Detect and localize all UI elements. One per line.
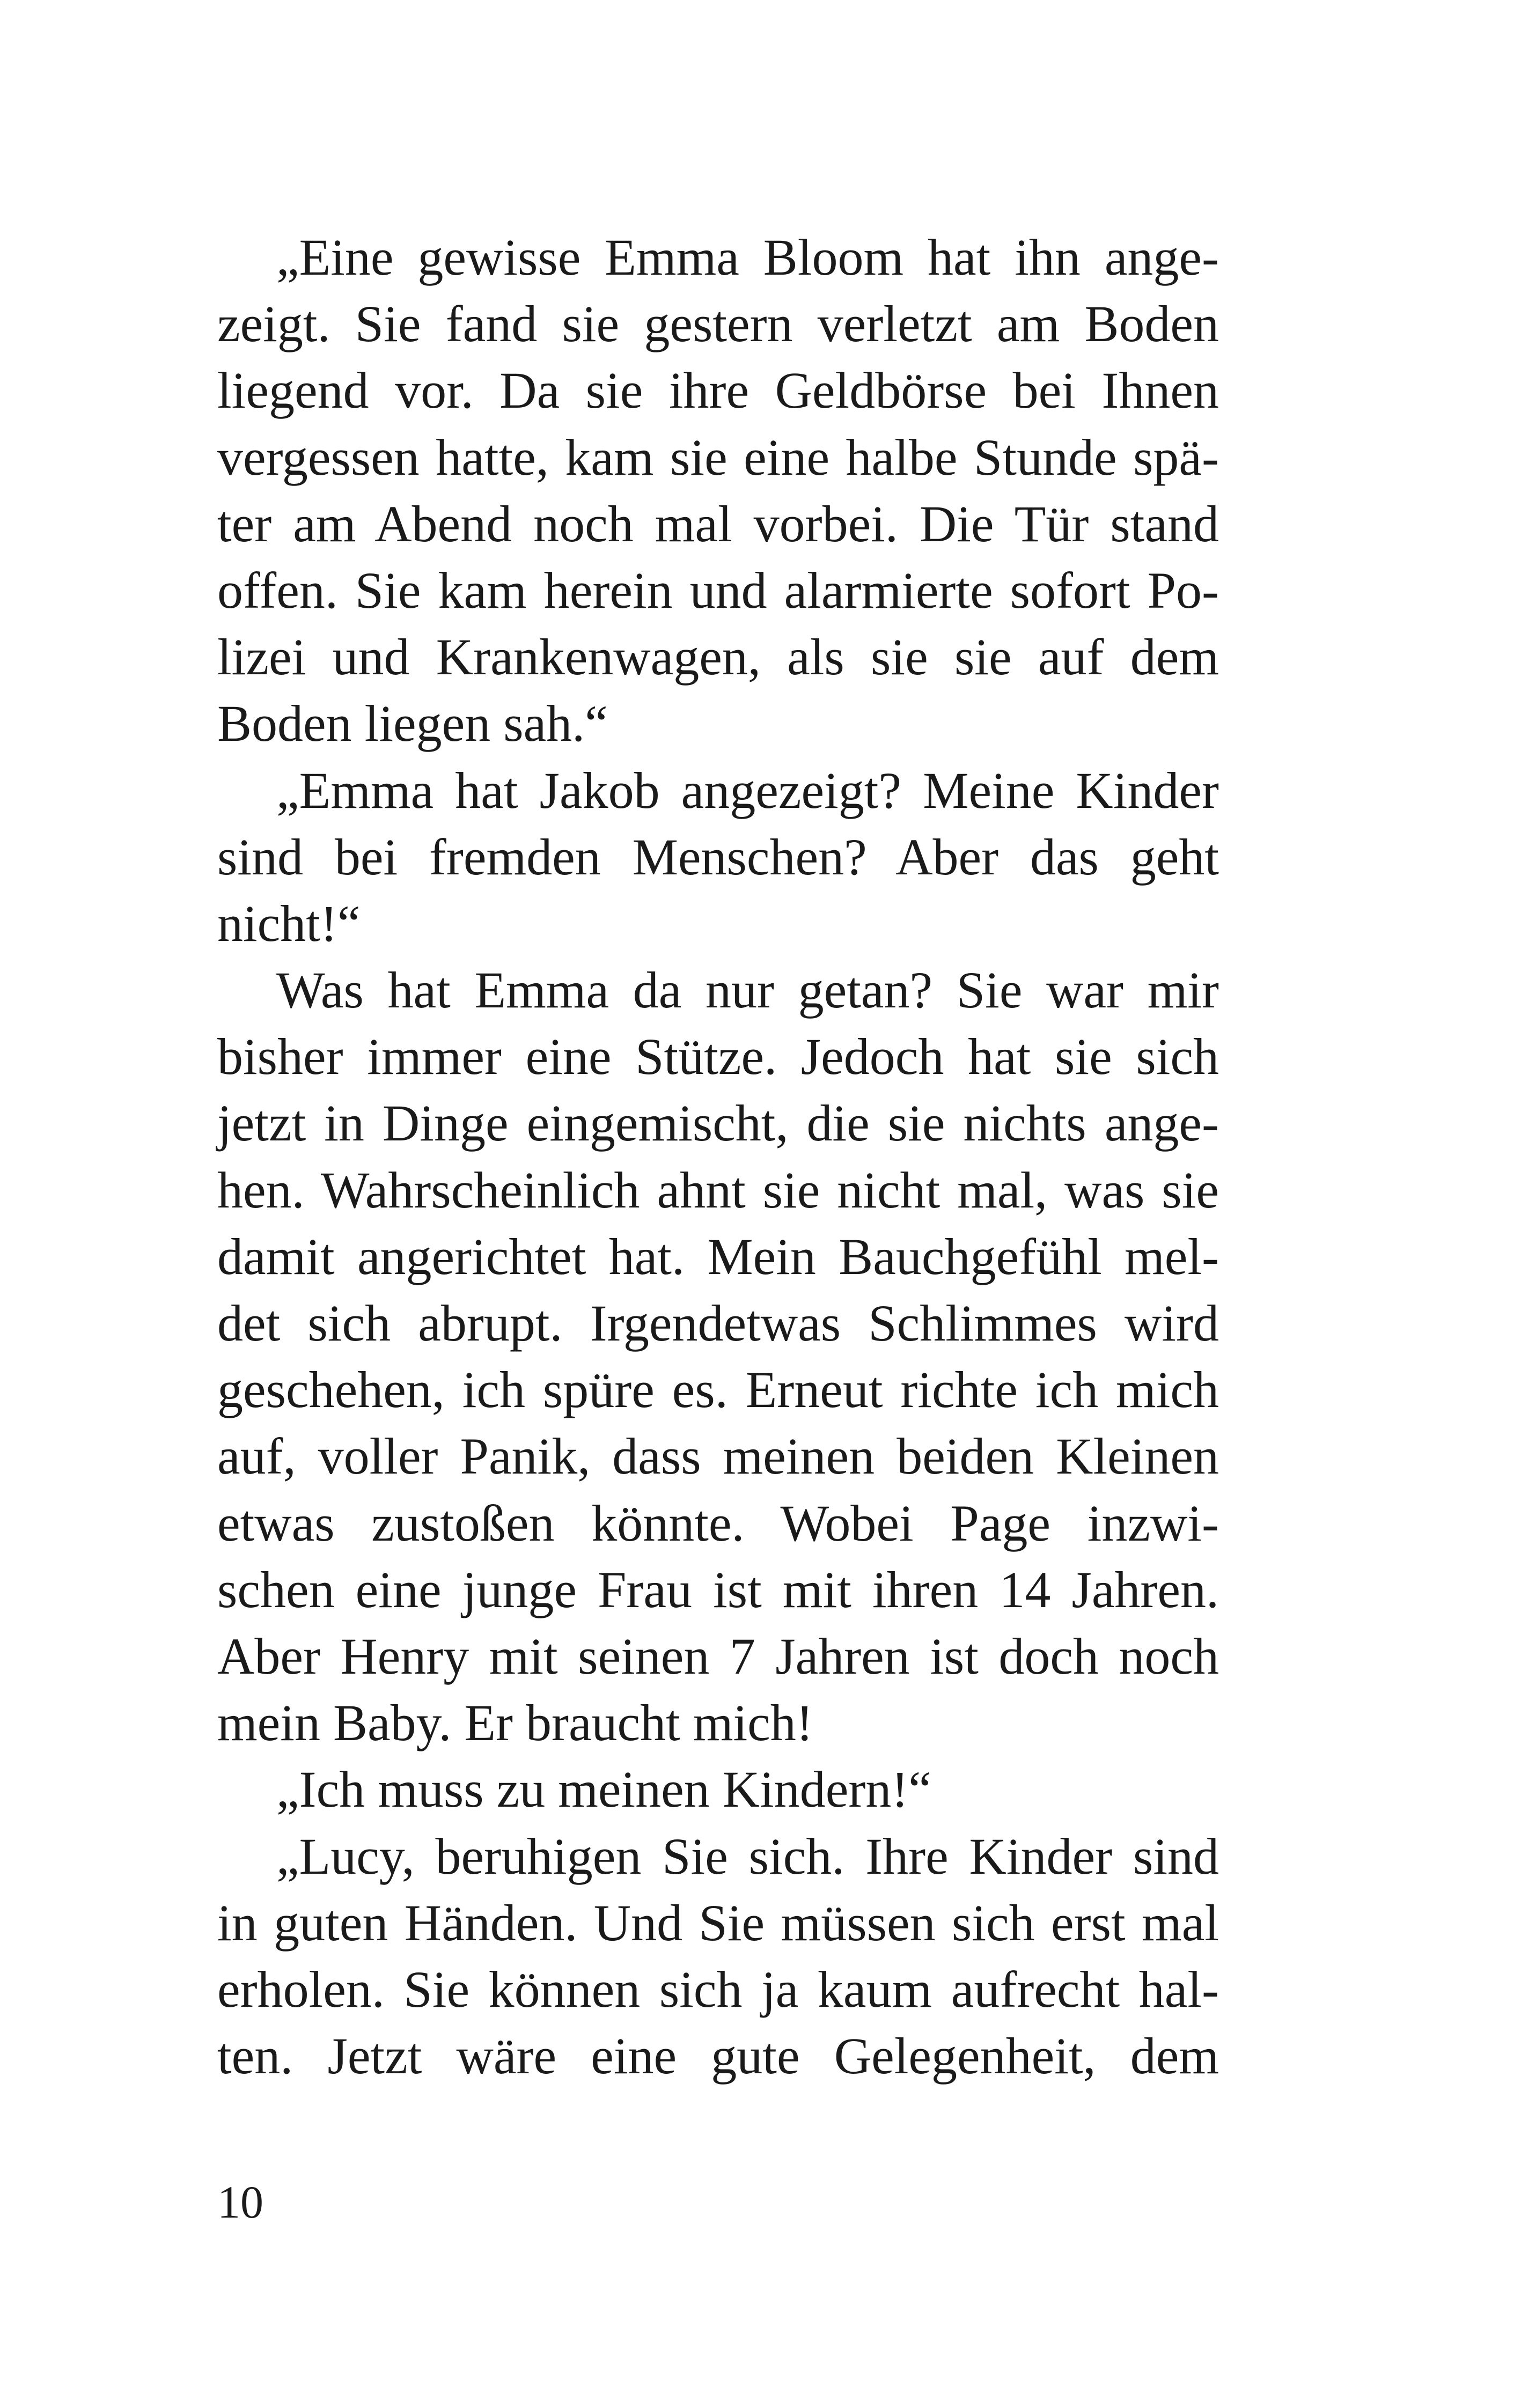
text-line: „Lucy, beruhigen Sie sich. Ihre Kinder sind bbox=[276, 1827, 1219, 1885]
text-line: ter am Abend noch mal vorbei. Die Tür stand bbox=[217, 495, 1219, 553]
text-line: sind bei fremden Menschen? Aber das geht bbox=[217, 828, 1219, 886]
text-line: „Ich muss zu meinen Kindern!“ bbox=[276, 1761, 931, 1818]
text-line: Aber Henry mit seinen 7 Jahren ist doch noch bbox=[217, 1627, 1219, 1685]
text-line: schen eine junge Frau ist mit ihren 14 Jahren. bbox=[217, 1560, 1219, 1618]
text-line: auf, voller Panik, dass meinen beiden Kleinen bbox=[217, 1427, 1219, 1485]
page-number: 10 bbox=[217, 2176, 263, 2228]
text-line: bisher immer eine Stütze. Jedoch hat sie sich bbox=[217, 1028, 1219, 1086]
text-line: lizei und Krankenwagen, als sie sie auf dem bbox=[217, 628, 1219, 686]
text-line: mein Baby. Er braucht mich! bbox=[217, 1694, 813, 1752]
text-line: „Eine gewisse Emma Bloom hat ihn ange- bbox=[276, 229, 1219, 286]
text-line: „Emma hat Jakob angezeigt? Meine Kinder bbox=[276, 761, 1219, 819]
text-line: det sich abrupt. Irgendetwas Schlimmes wird bbox=[217, 1294, 1219, 1352]
text-line: liegend vor. Da sie ihre Geldbörse bei Ihnen bbox=[217, 362, 1219, 419]
text-line: jetzt in Dinge eingemischt, die sie nichts ange- bbox=[217, 1094, 1219, 1152]
text-line: hen. Wahrscheinlich ahnt sie nicht mal, was sie bbox=[217, 1161, 1219, 1219]
text-line: etwas zustoßen könnte. Wobei Page inzwi- bbox=[217, 1494, 1219, 1552]
text-line: damit angerichtet hat. Mein Bauchgefühl mel- bbox=[217, 1227, 1219, 1285]
body-text bbox=[217, 224, 1219, 2089]
text-line: erholen. Sie können sich ja kaum aufrecht hal- bbox=[217, 1960, 1219, 2018]
text-line: zeigt. Sie fand sie gestern verletzt am Boden bbox=[217, 295, 1219, 353]
text-line: geschehen, ich spüre es. Erneut richte ich mich bbox=[217, 1361, 1219, 1419]
text-line: Boden liegen sah.“ bbox=[217, 695, 608, 753]
text-line: offen. Sie kam herein und alarmierte sofort Po- bbox=[217, 561, 1219, 619]
text-line: vergessen hatte, kam sie eine halbe Stunde spä- bbox=[217, 428, 1219, 486]
text-line: ten. Jetzt wäre eine gute Gelegenheit, dem bbox=[217, 2027, 1219, 2085]
text-line: in guten Händen. Und Sie müssen sich erst mal bbox=[217, 1894, 1219, 1952]
text-line: nicht!“ bbox=[217, 894, 361, 952]
text-line: Was hat Emma da nur getan? Sie war mir bbox=[276, 961, 1219, 1019]
